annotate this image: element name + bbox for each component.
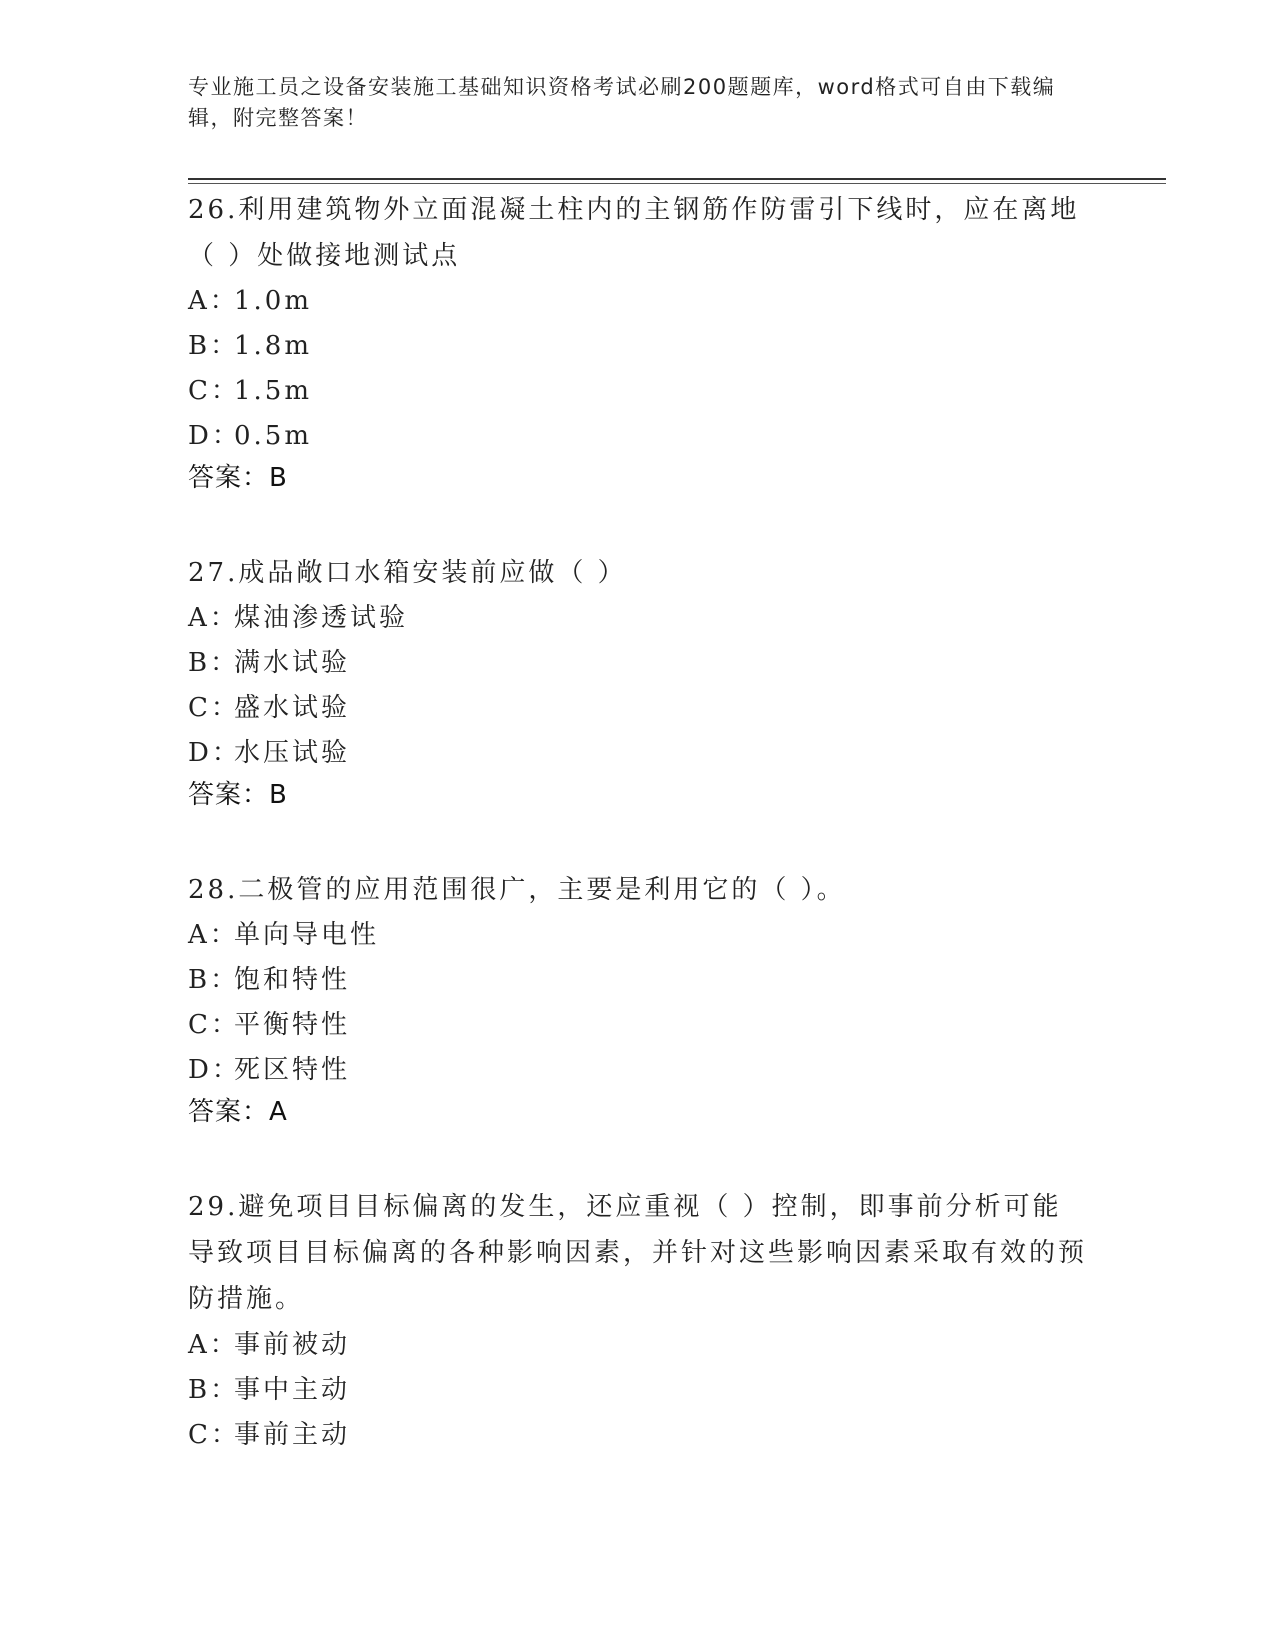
question-26-answer: 答案：B [188,463,288,493]
question-28-option-b [188,957,1088,1003]
option-letter: D： [188,738,241,768]
option-letter: B： [188,331,240,361]
option-text: 1.0m [234,286,313,316]
question-27-text: 27.成品敞口水箱安装前应做（ ） [188,558,627,588]
option-text: 饱和特性 [234,965,351,995]
option-text: 事前主动 [234,1420,351,1450]
option-letter: D： [188,421,241,451]
option-letter: B： [188,965,240,995]
question-28-option-d [188,1047,1088,1093]
option-letter: C： [188,1420,240,1450]
header-divider-thick [188,178,1166,180]
option-letter: A： [188,1330,239,1360]
option-text: 事中主动 [234,1375,351,1405]
question-29-option-b [188,1367,1088,1413]
option-text: 单向导电性 [234,920,380,950]
question-29-option-a [188,1322,1088,1368]
option-text: 死区特性 [234,1055,351,1085]
question-27-option-c [188,685,1088,731]
question-29-option-c [188,1412,1088,1458]
question-27-option-d [188,730,1088,776]
option-text: 0.5m [234,421,313,451]
option-text: 煤油渗透试验 [234,603,409,633]
option-text: 盛水试验 [234,693,351,723]
option-text: 水压试验 [234,738,351,768]
option-letter: B： [188,1375,240,1405]
question-28-text: 28.二极管的应用范围很广，主要是利用它的（ ）。 [188,875,846,905]
question-27-option-b [188,640,1088,686]
question-26-option-d [188,413,1088,459]
question-26-option-b [188,323,1088,369]
question-27-option-a [188,595,1088,641]
question-26-option-c [188,368,1088,414]
option-letter: C： [188,1010,240,1040]
option-text: 1.5m [234,376,313,406]
option-letter: A： [188,286,239,316]
question-26-option-a [188,278,1088,324]
option-text: 事前被动 [234,1330,351,1360]
option-letter: A： [188,920,239,950]
document-header: 专业施工员之设备安装施工基础知识资格考试必刷200题题库，word格式可自由下载编辑，附完整答案！ [188,75,1056,130]
question-27-answer: 答案：B [188,780,288,810]
question-26-text: 26.利用建筑物外立面混凝土柱内的主钢筋作防雷引下线时，应在离地（ ）处做接地测试点 [188,195,1080,271]
option-letter: D： [188,1055,241,1085]
option-text: 1.8m [234,331,313,361]
question-28-option-c [188,1002,1088,1048]
question-28-option-a [188,912,1088,958]
option-letter: C： [188,376,240,406]
header-divider-thin [188,183,1166,184]
question-28-answer: 答案：A [188,1097,288,1127]
option-text: 平衡特性 [234,1010,351,1040]
question-29-text: 29.避免项目目标偏离的发生，还应重视（ ）控制，即事前分析可能导致项目目标偏离的各种影响因素，并针对这些影响因素采取有效的预防措施。 [188,1192,1088,1314]
option-text: 满水试验 [234,648,351,678]
option-letter: C： [188,693,240,723]
option-letter: A： [188,603,239,633]
option-letter: B： [188,648,240,678]
